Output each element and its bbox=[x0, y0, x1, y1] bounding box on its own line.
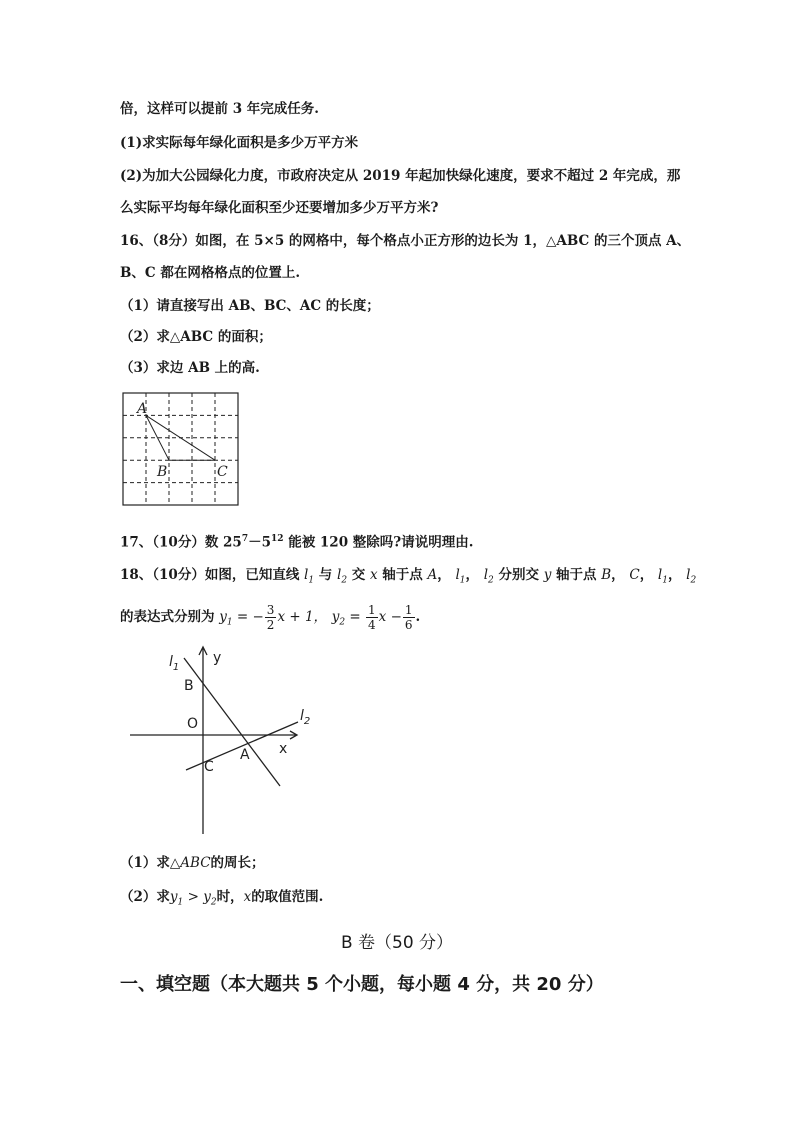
axes-label-l1: $l_1$ bbox=[169, 654, 180, 673]
q17-minus: －5 bbox=[248, 534, 271, 551]
axes-label-o: O bbox=[187, 716, 199, 732]
comma-4: ， bbox=[639, 567, 654, 583]
x-symbol: x bbox=[369, 567, 378, 583]
grid-figure bbox=[120, 390, 244, 510]
q18-axis-point: 轴于点 bbox=[382, 567, 423, 583]
l1-symbol-2: l bbox=[455, 567, 460, 583]
q18-each-intersect: 分别交 bbox=[498, 567, 539, 583]
frac2-den: 4 bbox=[368, 618, 376, 632]
l2-symbol-2: l bbox=[483, 567, 489, 583]
point-a-symbol: A bbox=[427, 567, 438, 583]
q17-exp-1: 7 bbox=[241, 534, 249, 544]
q18-intersect: 交 bbox=[351, 567, 366, 583]
frac1-num: 3 bbox=[266, 603, 275, 617]
axes-label-b: B bbox=[184, 678, 194, 694]
y2-sub: 2 bbox=[339, 617, 346, 628]
q16-part-2: （2）求△ABC 的面积； bbox=[120, 329, 272, 345]
comma-5: ， bbox=[667, 567, 682, 583]
y1-symbol-2: y bbox=[169, 889, 178, 905]
q18-axis-point-2: 轴于点 bbox=[556, 567, 597, 583]
eq-2: = bbox=[345, 609, 366, 625]
grid-label-b: B bbox=[157, 464, 168, 480]
y1-sub-2: 1 bbox=[177, 897, 184, 908]
q16-line-2: B、C 都在网格格点的位置上. bbox=[120, 265, 301, 281]
frac3-den: 6 bbox=[404, 618, 413, 632]
q18-expr-prefix: 的表达式分别为 bbox=[120, 609, 215, 625]
fraction-3-2 bbox=[265, 603, 277, 632]
text-line-2: (1)求实际每年绿化面积是多少万平方米 bbox=[120, 135, 359, 151]
q17-prefix: 17、（10分）数 25 bbox=[120, 534, 242, 551]
q17-line bbox=[120, 530, 473, 552]
y2-symbol-2: y bbox=[203, 889, 211, 905]
fraction-1-4 bbox=[366, 603, 378, 632]
q16-part-1: （1）请直接写出 AB、BC、AC 的长度； bbox=[120, 298, 380, 314]
b-section-title: B 卷（50 分） bbox=[340, 933, 454, 953]
q18-2-mid: 时， bbox=[216, 889, 244, 905]
q18-2-suffix: 的取值范围. bbox=[251, 889, 324, 905]
comma-2: ， bbox=[465, 567, 480, 583]
l2-sub-3: 2 bbox=[690, 575, 697, 586]
q18-line-1 bbox=[120, 566, 696, 590]
eq-1: = − bbox=[232, 609, 264, 625]
q17-suffix: 能被 120 整除吗?请说明理由. bbox=[283, 534, 474, 551]
l1-symbol: l bbox=[304, 567, 309, 583]
point-c-symbol: C bbox=[629, 567, 640, 583]
text-line-3: (2)为加大公园绿化力度，市政府决定从 2019 年起加快绿化速度，要求不超过 2 年完成，那 bbox=[120, 168, 681, 184]
q16-part-3: （3）求边 AB 上的高. bbox=[120, 360, 260, 376]
frac2-num: 1 bbox=[368, 603, 376, 617]
q18-prefix: 18、（10分）如图，已知直线 bbox=[120, 567, 300, 583]
mid-2: x − bbox=[378, 609, 402, 625]
triangle-abc: △ABC bbox=[169, 855, 211, 871]
axes-label-x: x bbox=[279, 741, 288, 757]
l2-symbol: l bbox=[337, 567, 342, 583]
part-one-title: 一、填空题（本大题共 5 个小题，每小题 4 分，共 20 分） bbox=[120, 974, 604, 995]
l2-sub: 2 bbox=[341, 575, 348, 586]
x-symbol-2: x bbox=[243, 889, 252, 905]
l1-sub-2: 1 bbox=[459, 575, 466, 586]
l1-sub-3: 1 bbox=[662, 575, 668, 586]
q18-and: 与 bbox=[318, 567, 333, 583]
axes-label-y: y bbox=[213, 650, 222, 666]
frac1-den: 2 bbox=[266, 618, 275, 632]
fraction-1-6 bbox=[403, 603, 415, 632]
y1-sub: 1 bbox=[226, 617, 233, 628]
grid-label-a: A bbox=[137, 401, 148, 417]
frac3-num: 1 bbox=[404, 603, 413, 617]
q18-1-suffix: 的周长； bbox=[210, 855, 265, 871]
q18-2-prefix: （2）求 bbox=[120, 889, 170, 905]
q18-part-2 bbox=[120, 888, 323, 912]
comma-3: ， bbox=[611, 567, 625, 583]
grid-label-c: C bbox=[217, 464, 228, 480]
l2-sub-2: 2 bbox=[488, 575, 494, 586]
q17-exp-2: 12 bbox=[270, 534, 284, 544]
q18-line-2 bbox=[120, 600, 420, 640]
l1-symbol-3: l bbox=[657, 567, 663, 583]
greater-than: > bbox=[183, 889, 204, 905]
text-line-4: 么实际平均每年绿化面积至少还要增加多少万平方米? bbox=[120, 200, 439, 216]
q18-part-1 bbox=[120, 854, 265, 872]
y1-symbol: y bbox=[219, 609, 227, 625]
tail-1: x + 1， bbox=[277, 609, 328, 625]
y2-symbol: y bbox=[331, 609, 340, 625]
point-b-symbol: B bbox=[601, 567, 612, 583]
axes-label-c: C bbox=[204, 759, 214, 775]
q16-line-1: 16、（8分）如图，在 5×5 的网格中，每个格点小正方形的边长为 1，△ABC 的三个顶点 A、 bbox=[120, 233, 691, 249]
y-symbol: y bbox=[543, 567, 552, 583]
l1-sub: 1 bbox=[308, 575, 315, 586]
comma-1: ， bbox=[437, 567, 451, 583]
period-1: . bbox=[415, 609, 421, 625]
axes-label-a: A bbox=[240, 747, 250, 763]
axes-label-l2: $l_2$ bbox=[300, 708, 311, 727]
axes-figure bbox=[124, 640, 324, 840]
y2-sub-2: 2 bbox=[210, 897, 217, 908]
q18-1-prefix: （1）求 bbox=[120, 855, 170, 871]
text-line-1: 倍，这样可以提前 3 年完成任务. bbox=[120, 101, 319, 117]
l2-symbol-3: l bbox=[686, 567, 691, 583]
